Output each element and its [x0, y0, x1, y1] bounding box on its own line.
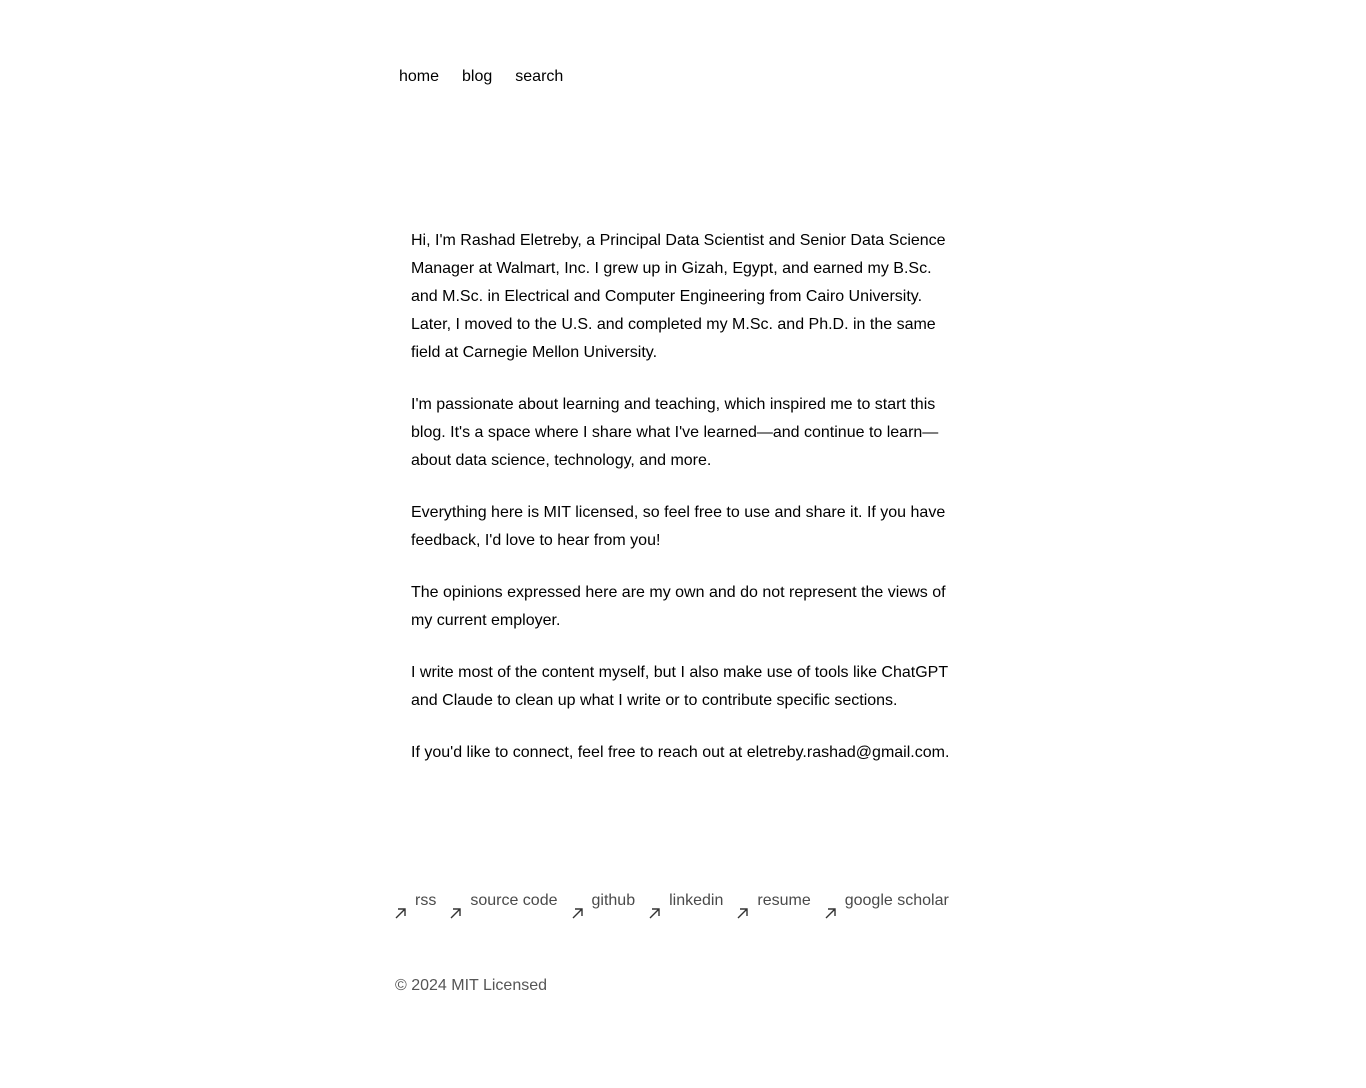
top-nav	[399, 66, 586, 88]
tools-paragraph: I write most of the content myself, but I also make use of tools like ChatGPT and Claude to clean up what I write or to contribute specific sections.	[411, 664, 948, 709]
footer-link-source-code[interactable]	[449, 890, 557, 920]
footer-link-github[interactable]	[571, 890, 636, 920]
arrow-up-right-icon	[736, 906, 750, 920]
footer-link-google-scholar[interactable]	[824, 890, 949, 920]
arrow-up-right-icon	[449, 906, 463, 920]
footer-link-label: google scholar	[844, 892, 949, 909]
footer-link-resume[interactable]	[736, 890, 810, 920]
blog-purpose-paragraph: I'm passionate about learning and teaching, which inspired me to start this blog. It's a space where I share what I've learned—and continue to learn—about data science, technology, and more.	[411, 396, 939, 469]
footer-link-label: github	[591, 892, 636, 909]
footer-link-rss[interactable]	[394, 890, 436, 920]
contact-paragraph: If you'd like to connect, feel free to reach out at eletreby.rashad@gmail.com.	[411, 744, 950, 761]
footer-link-label: resume	[757, 892, 811, 909]
intro-paragraph: Hi, I'm Rashad Eletreby, a Principal Data Scientist and Senior Data Science Manager at Walmart, Inc. I grew up in Gizah, Egypt, and earned my B.Sc. and M.Sc. in Electrical and Computer Engineering from Cairo University. Later, I moved to the U.S. and completed my M.Sc. and Ph.D. in the same field at Carnegie Mellon University.	[411, 232, 946, 361]
arrow-up-right-icon	[394, 906, 408, 920]
footer-link-label: linkedin	[669, 892, 724, 909]
about-content	[411, 227, 956, 791]
footer-link-label: source code	[470, 892, 558, 909]
disclaimer-paragraph: The opinions expressed here are my own and do not represent the views of my current employer.	[411, 584, 946, 629]
copyright-notice: © 2024 MIT Licensed	[395, 977, 548, 994]
nav-link-search[interactable]: search	[515, 68, 564, 85]
nav-link-home[interactable]: home	[399, 68, 440, 85]
footer-link-label: rss	[415, 892, 437, 909]
nav-link-blog[interactable]: blog	[462, 68, 493, 85]
arrow-up-right-icon	[571, 906, 585, 920]
license-paragraph: Everything here is MIT licensed, so feel free to use and share it. If you have feedback, I'd love to hear from you!	[411, 504, 946, 549]
arrow-up-right-icon	[824, 906, 838, 920]
arrow-up-right-icon	[648, 906, 662, 920]
footer-links	[394, 890, 962, 920]
footer-link-linkedin[interactable]	[648, 890, 723, 920]
